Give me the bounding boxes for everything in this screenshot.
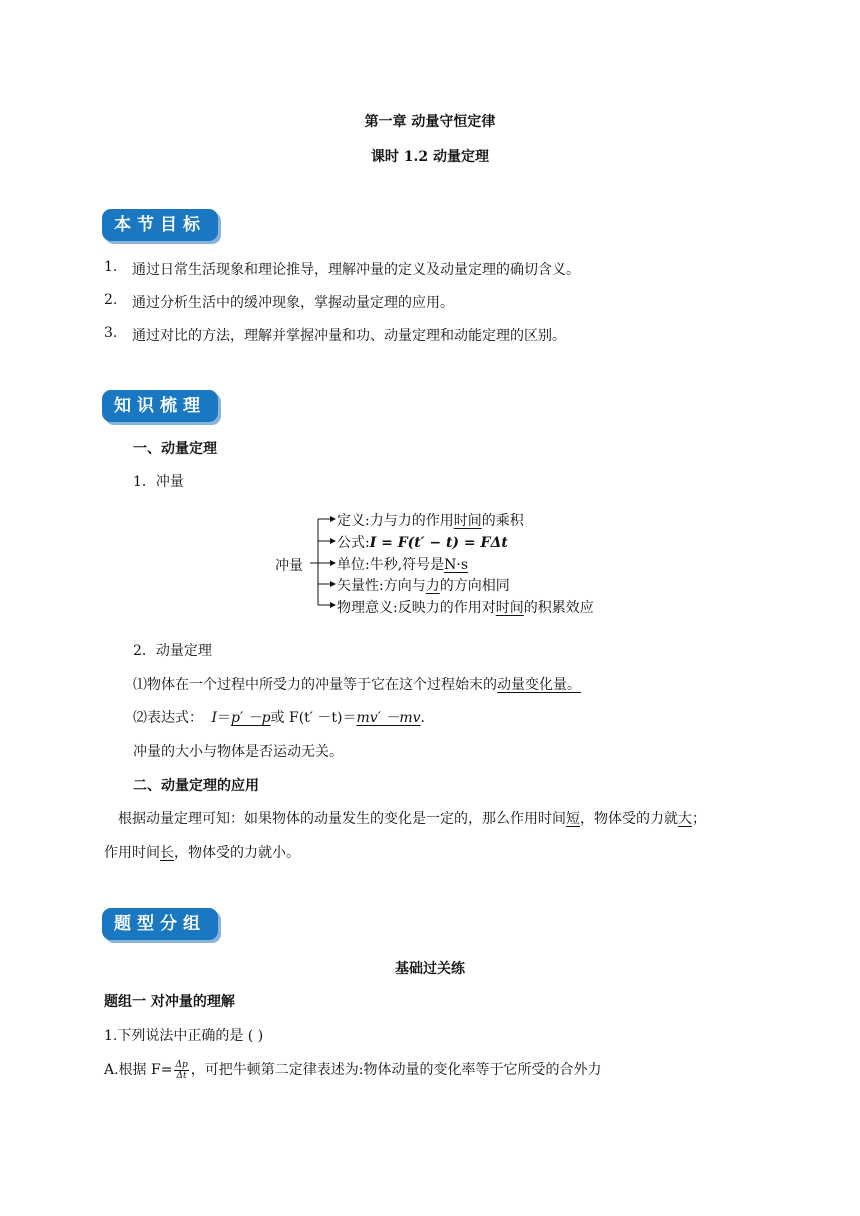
- application-emphasis: 短: [566, 811, 580, 827]
- option-a: [104, 1056, 601, 1084]
- diagram-branch-meaning: [337, 597, 594, 617]
- branch-emphasis: I = F(t′ − t) = FΔt: [369, 535, 508, 551]
- diagram-branch-unit: [337, 554, 468, 574]
- objective-number: 1.: [104, 259, 118, 275]
- theorem-expression: [133, 707, 425, 727]
- objectives-badge: 本节目标: [102, 209, 218, 241]
- branch-suffix: 的积累效应: [523, 600, 594, 616]
- branch-prefix: 定义:力与力的作用: [337, 513, 454, 529]
- branch-emphasis: 力: [425, 578, 440, 594]
- branch-prefix: 物理意义:反映力的作用对: [337, 600, 496, 616]
- objective-number: 3.: [104, 325, 118, 341]
- application-text: ，物体受的力就小。: [174, 845, 300, 861]
- expression-momentum-change: p′ －p: [230, 710, 271, 726]
- note-text: 冲量的大小与物体是否运动无关。: [133, 744, 343, 760]
- objective-text: 通过日常生活现象和理论推导，理解冲量的定义及动量定理的确切含义。: [132, 262, 580, 278]
- branch-prefix: 矢量性:方向与: [337, 578, 426, 594]
- fraction: [174, 1060, 188, 1081]
- fraction-numerator: Δp: [175, 1059, 188, 1070]
- application-line: [104, 842, 300, 862]
- expression-label: ⑵表达式：: [133, 710, 203, 726]
- theorem-text: ⑴物体在一个过程中所受力的冲量等于它在这个过程始末的: [133, 677, 497, 693]
- application-line: [118, 808, 706, 828]
- subsection-heading: 1．冲量: [133, 474, 184, 490]
- branch-emphasis: 时间: [453, 513, 482, 529]
- diagram-branch-formula: [337, 532, 508, 552]
- branch-suffix: 的乘积: [481, 513, 524, 529]
- diagram-branch-vector: [337, 575, 510, 595]
- group-title: 题组一 对冲量的理解: [104, 994, 235, 1010]
- branch-prefix: 单位:牛秒,符号是: [337, 557, 445, 573]
- practice-subtitle: 基础过关练: [395, 961, 465, 977]
- objective-text: 通过对比的方法，理解并掌握冲量和功、动量定理和动能定理的区别。: [132, 328, 566, 344]
- subsection-heading: 2．动量定理: [133, 643, 212, 659]
- question-1: 1.下列说法中正确的是 ( ): [104, 1028, 264, 1044]
- application-text: 根据动量定理可知：如果物体的动量发生的变化是一定的，那么作用时间: [118, 811, 566, 827]
- application-emphasis: 长: [160, 845, 174, 861]
- objective-text: 通过分析生活中的缓冲现象，掌握动量定理的应用。: [132, 295, 454, 311]
- diagram-root: 冲量: [275, 558, 303, 574]
- diagram-branch-definition: [337, 510, 524, 530]
- option-text: ，可把牛顿第二定律表述为:物体动量的变化率等于它所受的合外力: [190, 1062, 602, 1078]
- knowledge-badge: 知识梳理: [102, 390, 218, 422]
- option-text: A.根据 F=: [104, 1062, 173, 1078]
- expression-mv-change: mv′ －mv: [356, 710, 421, 726]
- chapter-title: 第一章 动量守恒定律: [364, 114, 496, 130]
- section-heading: 一、动量定理: [133, 441, 217, 457]
- expression-or: 或 F(t′ －t)＝: [270, 710, 357, 726]
- branch-emphasis: N·s: [444, 557, 469, 573]
- application-emphasis: 大: [678, 811, 692, 827]
- lesson-title: 课时 1.2 动量定理: [370, 149, 490, 165]
- theorem-emphasis: 动量变化量。: [497, 677, 581, 693]
- application-text: ，物体受的力就: [580, 811, 678, 827]
- objective-number: 2.: [104, 292, 118, 308]
- expression-equals: ＝: [216, 710, 231, 726]
- fraction-denominator: Δt: [176, 1070, 187, 1081]
- application-text: ；: [692, 811, 706, 827]
- expression-symbol: I: [211, 710, 217, 726]
- branch-suffix: 的方向相同: [439, 578, 510, 594]
- expression-end: .: [420, 710, 425, 726]
- section-heading: 二、动量定理的应用: [133, 778, 259, 794]
- groups-badge: 题型分组: [102, 908, 218, 940]
- branch-emphasis: 时间: [495, 600, 524, 616]
- theorem-statement: [133, 674, 581, 694]
- branch-prefix: 公式:: [337, 535, 370, 551]
- application-text: 作用时间: [104, 845, 160, 861]
